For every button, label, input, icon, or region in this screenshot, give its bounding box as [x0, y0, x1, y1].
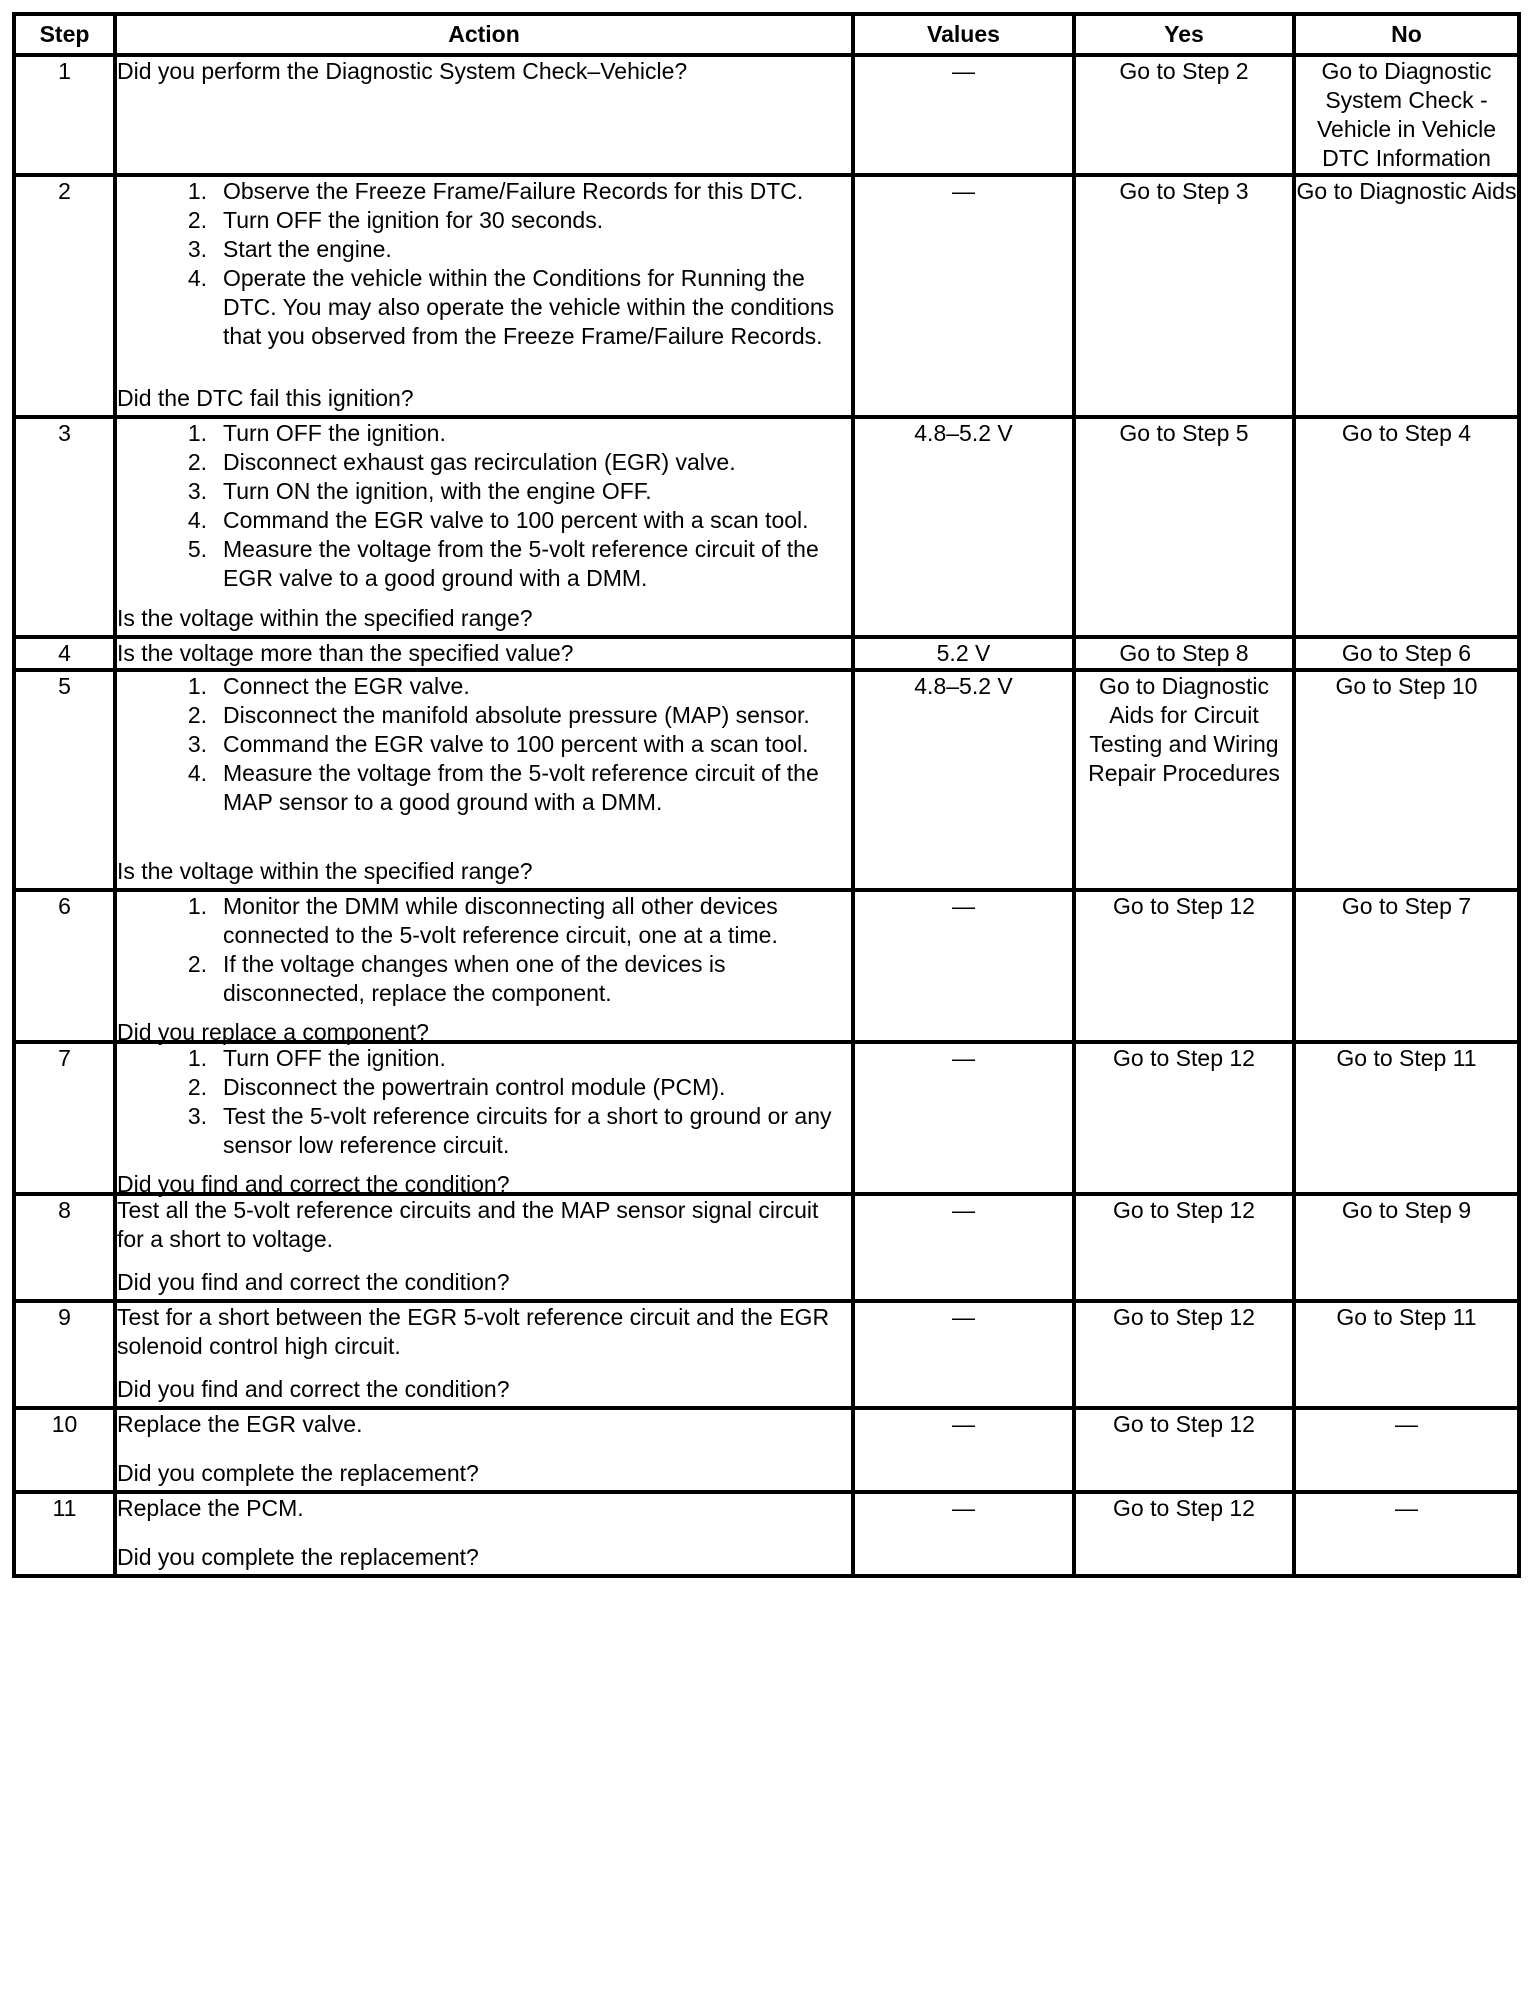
- yes-action: Go to Step 12: [1074, 1408, 1294, 1492]
- action-step-text: Measure the voltage from the 5-volt reference circuit of the MAP sensor to a good ground with a DMM.: [223, 760, 819, 815]
- yes-action: Go to Step 12: [1074, 1194, 1294, 1301]
- action-cell: [115, 1492, 853, 1576]
- step-number: 11: [14, 1492, 115, 1576]
- action-text: Test all the 5-volt reference circuits and the MAP sensor signal circuit for a short to voltage.: [117, 1197, 819, 1252]
- step-number: 5: [14, 670, 115, 890]
- values-cell: —: [853, 1492, 1074, 1576]
- table-row: [14, 417, 1519, 637]
- yes-action: Go to Step 12: [1074, 1042, 1294, 1194]
- action-step-text: Operate the vehicle within the Conditions for Running the DTC. You may also operate the vehicle within the conditions that you observed from the Freeze Frame/Failure Records.: [223, 265, 835, 349]
- yes-action: Go to Step 2: [1074, 55, 1294, 175]
- table-row: [14, 890, 1519, 1042]
- yes-action: Go to Step 5: [1074, 417, 1294, 637]
- action-cell: [115, 417, 853, 637]
- yes-action: Go to Step 8: [1074, 637, 1294, 670]
- values-cell: 4.8–5.2 V: [853, 417, 1074, 637]
- action-step-text: Command the EGR valve to 100 percent with a scan tool.: [223, 731, 809, 757]
- action-question: Did you complete the replacement?: [117, 1460, 479, 1486]
- step-number: 8: [14, 1194, 115, 1301]
- action-question: Did you complete the replacement?: [117, 1544, 479, 1570]
- action-step-number: 4.: [187, 760, 207, 786]
- action-step-item: [117, 672, 851, 701]
- action-step-number: 3.: [187, 478, 207, 504]
- values-cell: —: [853, 175, 1074, 417]
- action-step-list: [117, 892, 851, 1008]
- action-step-text: Observe the Freeze Frame/Failure Records for this DTC.: [223, 178, 804, 204]
- action-step-number: 2.: [187, 207, 207, 233]
- values-cell: 5.2 V: [853, 637, 1074, 670]
- yes-action: Go to Step 3: [1074, 175, 1294, 417]
- action-step-text: Command the EGR valve to 100 percent with a scan tool.: [223, 507, 809, 533]
- action-text: Is the voltage more than the specified value?: [117, 640, 574, 666]
- action-step-text: Measure the voltage from the 5-volt reference circuit of the EGR valve to a good ground with a DMM.: [223, 536, 819, 591]
- values-cell: —: [853, 1408, 1074, 1492]
- header-row: [14, 14, 1519, 55]
- action-text: Did you perform the Diagnostic System Check–Vehicle?: [117, 58, 688, 84]
- action-step-item: [117, 235, 851, 264]
- action-step-item: [117, 1044, 851, 1073]
- values-cell: 4.8–5.2 V: [853, 670, 1074, 890]
- no-action: Go to Step 10: [1294, 670, 1519, 890]
- no-action: Go to Step 11: [1294, 1301, 1519, 1408]
- action-question: Is the voltage within the specified range?: [117, 605, 533, 631]
- action-question: Did you replace a component?: [117, 1019, 429, 1045]
- header-no: No: [1294, 14, 1519, 55]
- step-number: 6: [14, 890, 115, 1042]
- action-step-item: [117, 535, 851, 593]
- action-step-list: [117, 419, 851, 593]
- yes-action: Go to Step 12: [1074, 1492, 1294, 1576]
- action-step-number: 1.: [187, 1045, 207, 1071]
- step-number: 10: [14, 1408, 115, 1492]
- table-row: [14, 1408, 1519, 1492]
- action-step-number: 2.: [187, 951, 207, 977]
- action-step-text: Disconnect the powertrain control module (PCM).: [223, 1074, 726, 1100]
- action-text: Replace the EGR valve.: [117, 1411, 363, 1437]
- action-step-text: Turn ON the ignition, with the engine OFF.: [223, 478, 652, 504]
- action-step-item: [117, 264, 851, 351]
- step-number: 4: [14, 637, 115, 670]
- yes-action: Go to Step 12: [1074, 890, 1294, 1042]
- action-step-text: Disconnect exhaust gas recirculation (EGR) valve.: [223, 449, 736, 475]
- no-action: Go to Step 11: [1294, 1042, 1519, 1194]
- action-step-number: 3.: [187, 1103, 207, 1129]
- action-step-number: 1.: [187, 420, 207, 446]
- no-action: Go to Diagnostic Aids: [1294, 175, 1519, 417]
- no-action: Go to Step 9: [1294, 1194, 1519, 1301]
- action-cell: [115, 637, 853, 670]
- values-cell: —: [853, 890, 1074, 1042]
- action-step-item: [117, 892, 851, 950]
- no-action: Go to Step 6: [1294, 637, 1519, 670]
- action-step-number: 1.: [187, 673, 207, 699]
- step-number: 7: [14, 1042, 115, 1194]
- action-step-number: 2.: [187, 449, 207, 475]
- action-step-item: [117, 206, 851, 235]
- action-cell: [115, 175, 853, 417]
- action-text: Replace the PCM.: [117, 1495, 304, 1521]
- step-number: 9: [14, 1301, 115, 1408]
- action-step-number: 5.: [187, 536, 207, 562]
- action-question: Did you find and correct the condition?: [117, 1376, 510, 1402]
- values-cell: —: [853, 1042, 1074, 1194]
- action-step-item: [117, 701, 851, 730]
- action-step-text: Turn OFF the ignition.: [223, 420, 446, 446]
- step-number: 3: [14, 417, 115, 637]
- yes-action: Go to Step 12: [1074, 1301, 1294, 1408]
- action-step-text: Test the 5-volt reference circuits for a short to ground or any sensor low reference circuit.: [223, 1103, 832, 1158]
- action-step-item: [117, 1102, 851, 1160]
- action-cell: [115, 1301, 853, 1408]
- action-step-number: 1.: [187, 178, 207, 204]
- action-cell: [115, 1042, 853, 1197]
- table-row: [14, 670, 1519, 890]
- action-step-number: 4.: [187, 507, 207, 533]
- no-action: Go to Step 7: [1294, 890, 1519, 1042]
- action-question: Did you find and correct the condition?: [117, 1171, 510, 1197]
- header-yes: Yes: [1074, 14, 1294, 55]
- no-action: —: [1294, 1408, 1519, 1492]
- action-cell: [115, 1194, 853, 1301]
- action-step-text: If the voltage changes when one of the devices is disconnected, replace the component.: [223, 951, 726, 1006]
- table-row: [14, 637, 1519, 670]
- action-step-number: 2.: [187, 1074, 207, 1100]
- header-action: Action: [115, 14, 853, 55]
- action-step-list: [117, 672, 851, 817]
- action-step-item: [117, 730, 851, 759]
- action-question: Is the voltage within the specified range?: [117, 858, 533, 884]
- step-number: 2: [14, 175, 115, 417]
- action-question: Did the DTC fail this ignition?: [117, 385, 414, 411]
- action-step-item: [117, 950, 851, 1008]
- values-cell: —: [853, 1194, 1074, 1301]
- action-cell: [115, 670, 853, 890]
- table-row: [14, 175, 1519, 417]
- action-step-item: [117, 1073, 851, 1102]
- action-step-number: 4.: [187, 265, 207, 291]
- table-body: [14, 55, 1519, 1576]
- table-row: [14, 1042, 1519, 1194]
- table-row: [14, 1301, 1519, 1408]
- action-step-text: Connect the EGR valve.: [223, 673, 470, 699]
- header-step: Step: [14, 14, 115, 55]
- action-step-number: 3.: [187, 731, 207, 757]
- action-step-text: Turn OFF the ignition for 30 seconds.: [223, 207, 604, 233]
- action-cell: [115, 55, 853, 175]
- no-action: Go to Step 4: [1294, 417, 1519, 637]
- table-row: [14, 1492, 1519, 1576]
- no-action: Go to Diagnostic System Check - Vehicle in Vehicle DTC Information: [1294, 55, 1519, 175]
- no-action: —: [1294, 1492, 1519, 1576]
- action-step-item: [117, 477, 851, 506]
- action-question: Did you find and correct the condition?: [117, 1269, 510, 1295]
- yes-action: Go to Diagnostic Aids for Circuit Testing and Wiring Repair Procedures: [1074, 670, 1294, 890]
- action-cell: [115, 1408, 853, 1492]
- header-values: Values: [853, 14, 1074, 55]
- action-step-item: [117, 448, 851, 477]
- action-step-item: [117, 759, 851, 817]
- values-cell: —: [853, 55, 1074, 175]
- action-step-text: Turn OFF the ignition.: [223, 1045, 446, 1071]
- table-row: [14, 55, 1519, 175]
- action-step-text: Monitor the DMM while disconnecting all other devices connected to the 5-volt reference circuit, one at a time.: [223, 893, 778, 948]
- action-step-number: 3.: [187, 236, 207, 262]
- action-step-number: 2.: [187, 702, 207, 728]
- action-text: Test for a short between the EGR 5-volt reference circuit and the EGR solenoid control high circuit.: [117, 1304, 830, 1359]
- values-cell: —: [853, 1301, 1074, 1408]
- diagnostic-table: [12, 12, 1521, 1578]
- action-step-text: Disconnect the manifold absolute pressure (MAP) sensor.: [223, 702, 810, 728]
- action-step-text: Start the engine.: [223, 236, 392, 262]
- action-step-list: [117, 1044, 851, 1160]
- action-step-item: [117, 419, 851, 448]
- action-step-item: [117, 177, 851, 206]
- action-step-list: [117, 177, 851, 351]
- table-row: [14, 1194, 1519, 1301]
- action-step-number: 1.: [187, 893, 207, 919]
- action-step-item: [117, 506, 851, 535]
- action-cell: [115, 890, 853, 1045]
- step-number: 1: [14, 55, 115, 175]
